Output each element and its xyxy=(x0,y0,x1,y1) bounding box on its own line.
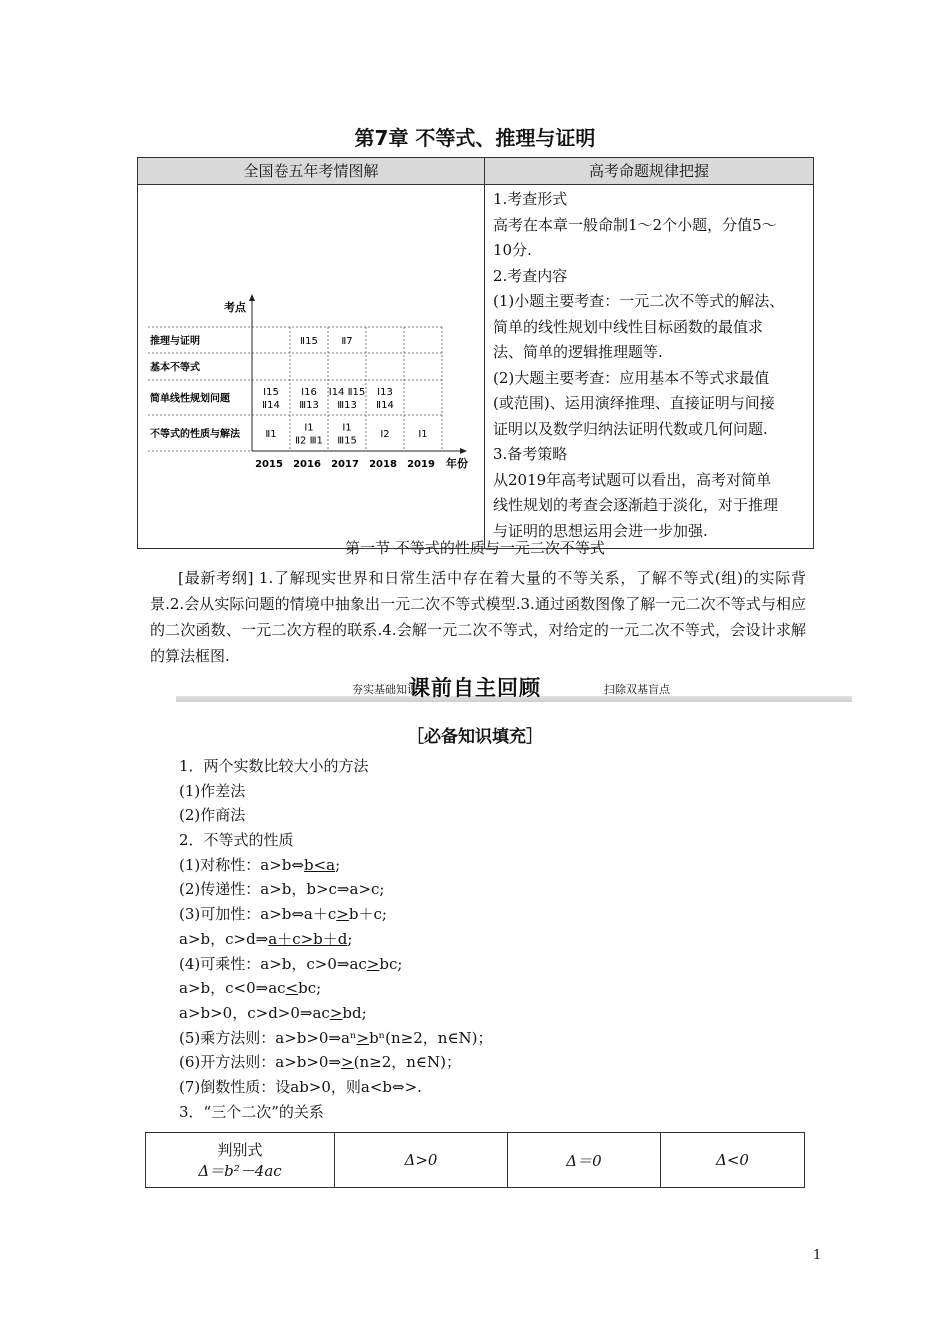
answer-blank: > xyxy=(329,1003,343,1022)
answer-blank: < xyxy=(285,979,299,998)
chapter-title: 第7章 不等式、推理与证明 xyxy=(354,126,596,150)
answer-blank: > xyxy=(336,905,349,924)
delta-negative: Δ<0 xyxy=(661,1133,805,1188)
x-axis-label: 年份 xyxy=(446,457,468,470)
list-item: (2)作商法 xyxy=(179,806,246,825)
cell-value: Ⅰ13 xyxy=(377,387,393,398)
list-item: (1)作差法 xyxy=(179,781,246,800)
right-line: 高考在本章一般命制1～2个小题，分值5～ xyxy=(493,215,777,234)
right-line: 2.考查内容 xyxy=(493,266,568,285)
list-item xyxy=(179,976,493,1001)
right-line: 从2019年高考试题可以看出，高考对简单 xyxy=(493,470,772,489)
right-line: (或范围)、运用演绎推理、直接证明与间接 xyxy=(493,394,775,412)
cell-value: Ⅱ2 Ⅲ1 xyxy=(295,435,323,447)
delta-zero: Δ＝0 xyxy=(508,1133,661,1188)
right-line: (2)大题主要考查：应用基本不等式求最值 xyxy=(493,368,770,387)
banner-right: 扫除双基盲点 xyxy=(604,683,670,696)
list-item: (7)倒数性质：设ab>0，则a<b⇔>. xyxy=(179,1077,422,1096)
list-item: 1．两个实数比较大小的方法 xyxy=(179,757,369,775)
x-tick-label: 2019 xyxy=(407,459,435,470)
right-line: 证明以及数学归纳法证明代数或几何问题. xyxy=(493,419,768,438)
y-tick-label: 基本不等式 xyxy=(150,362,200,374)
delta-positive: Δ>0 xyxy=(335,1133,508,1188)
right-line: (1)小题主要考查：一元二次不等式的解法、 xyxy=(493,292,785,310)
text: bⁿ(n≥2，n∈N)； xyxy=(369,1028,493,1047)
cell-value: Ⅱ7 xyxy=(341,336,353,347)
answer-blank: > xyxy=(341,1053,354,1072)
text: a>b，c<0⇒ac xyxy=(179,979,286,998)
y-tick-label: 简单线性规划问题 xyxy=(150,393,230,405)
answer-blank: a＋c>b＋d xyxy=(268,929,348,948)
list-item xyxy=(179,1001,493,1026)
right-line: 简单的线性规划中线性目标函数的最值求 xyxy=(493,317,764,336)
cell-value: Ⅰ15 xyxy=(263,387,279,398)
answer-blank: > xyxy=(366,954,380,973)
left-header: 全国卷五年考情图解 xyxy=(138,158,485,185)
cell-text: Δ＝b²－4ac xyxy=(198,1162,282,1180)
cell-value: Ⅱ1 xyxy=(265,429,277,440)
right-line: 与证明的思想运用会进一步加强. xyxy=(493,521,708,540)
banner-center: 课前自主回顾 xyxy=(409,676,541,700)
right-header: 高考命题规律把握 xyxy=(485,158,814,185)
right-line: 1.考查形式 xyxy=(493,190,568,208)
text: ; xyxy=(347,929,353,948)
text: (6)开方法则：a>b>0⇒ xyxy=(179,1053,342,1072)
text: (3)可加性：a>b⇔a＋c xyxy=(179,905,337,924)
x-axis-arrow xyxy=(460,448,467,454)
list-item xyxy=(179,902,493,927)
y-axis-arrow xyxy=(249,294,255,301)
banner-left: 夯实基础知识 xyxy=(352,683,418,696)
cell-value: Ⅱ15 xyxy=(300,336,318,347)
y-tick-label: 不等式的性质与解法 xyxy=(150,429,240,440)
list-item xyxy=(179,1050,493,1075)
cell-value: Ⅰ2 xyxy=(380,429,390,440)
cell-value: Ⅱ14 xyxy=(262,400,280,411)
text: (1)对称性：a>b⇔ xyxy=(179,855,304,874)
list-item xyxy=(179,853,493,878)
right-line: 10分. xyxy=(493,241,532,259)
answer-blank: > xyxy=(356,1028,370,1047)
x-tick-label: 2016 xyxy=(293,459,321,470)
cell-value: Ⅰ16 xyxy=(301,387,317,398)
right-line: 3.备考策略 xyxy=(493,445,568,463)
list-item: (2)传递性：a>b，b>c⇒a>c; xyxy=(179,880,385,899)
exam-analysis-table xyxy=(137,157,814,549)
answer-blank: b<a xyxy=(303,855,336,874)
y-tick-label: 推理与证明 xyxy=(150,336,200,347)
text: (5)乘方法则：a>b>0⇒aⁿ xyxy=(179,1028,357,1047)
text: b＋c; xyxy=(348,905,387,924)
exam-chart xyxy=(138,185,484,539)
right-content xyxy=(485,185,814,549)
text: bd; xyxy=(342,1003,367,1022)
text: a>b>0，c>d>0⇒ac xyxy=(179,1003,330,1022)
list-item xyxy=(179,952,493,977)
syllabus-paragraph: [最新考纲] 1.了解现实世界和日常生活中存在着大量的不等关系，了解不等式(组)的实际背景.2.会从实际问题的情境中抽象出一元二次不等式模型.3.通过函数图像了解一元二次不等式与相应的二次函数、一元二次方程的联系.4.会解一元二次不等式，对给定的一元二次不等式，会设计求解的算法框图. xyxy=(150,569,806,665)
page-number: 1 xyxy=(813,1248,822,1263)
y-axis-label: 考点 xyxy=(224,301,246,314)
text: ; xyxy=(335,855,341,874)
section-banner xyxy=(176,678,852,702)
chart-cell xyxy=(138,185,485,549)
cell-value: Ⅲ15 xyxy=(337,435,357,447)
text: (n≥2，n∈N)； xyxy=(353,1053,461,1072)
cell-value: Ⅰ1 xyxy=(342,422,352,434)
cell-value: Ⅲ13 xyxy=(337,400,357,411)
right-line: 法、简单的逻辑推理题等. xyxy=(493,343,663,361)
discriminant-header xyxy=(146,1133,335,1188)
fill-title: ［必备知识填充］ xyxy=(407,727,543,747)
cell-value: Ⅲ13 xyxy=(299,400,319,411)
text: bc; xyxy=(379,954,403,973)
cell-value: Ⅰ1 xyxy=(304,422,314,434)
list-item: 3．“三个二次”的关系 xyxy=(179,1102,324,1121)
x-tick-label: 2015 xyxy=(255,459,283,470)
cell-value: Ⅰ1 xyxy=(418,429,428,440)
right-line: 线性规划的考查会逐渐趋于淡化，对于推理 xyxy=(493,496,779,514)
cell-value: Ⅱ14 xyxy=(376,400,394,411)
text: (4)可乘性：a>b，c>0⇒ac xyxy=(179,954,367,973)
text: bc; xyxy=(298,979,322,998)
x-tick-label: 2018 xyxy=(369,459,397,470)
list-item xyxy=(179,1026,493,1051)
cell-value: Ⅰ14 Ⅱ15 xyxy=(328,387,366,398)
list-item: 2．不等式的性质 xyxy=(179,831,294,850)
section-title: 第一节 不等式的性质与一元二次不等式 xyxy=(345,539,605,557)
knowledge-list xyxy=(179,754,493,1124)
list-item xyxy=(179,927,493,952)
text: a>b，c>d⇒ xyxy=(179,929,269,948)
cell-text: 判别式 xyxy=(217,1141,263,1159)
discriminant-table xyxy=(145,1132,805,1188)
x-tick-label: 2017 xyxy=(331,459,359,470)
